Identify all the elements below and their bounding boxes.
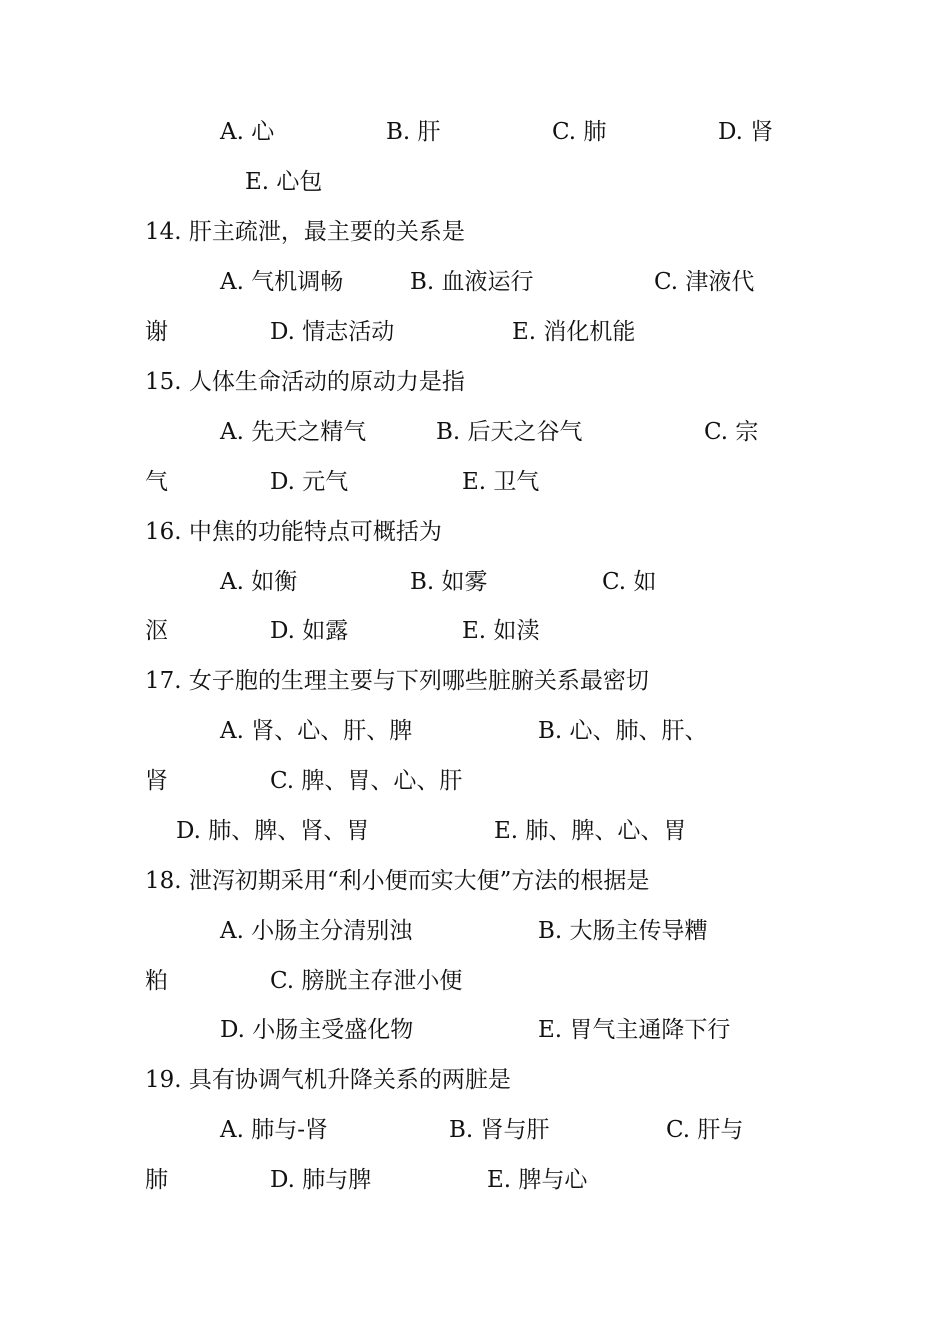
q18-option-d: D. 小肠主受盛化物 — [220, 1017, 414, 1043]
q14-stem: 14. 肝主疏泄，最主要的关系是 — [145, 219, 465, 245]
q14-option-b: B. 血液运行 — [410, 269, 534, 295]
q14-options-line-1 — [0, 262, 950, 302]
q13-options-line-1 — [0, 112, 950, 152]
q19-option-a: A. 肺与-肾 — [220, 1117, 329, 1143]
q18-options-line-3 — [0, 1010, 950, 1050]
q17-option-b-continued: 肾 — [145, 768, 168, 794]
q13-option-a: A. 心 — [220, 119, 275, 145]
q15-option-e: E. 卫气 — [462, 469, 540, 495]
q15-option-d: D. 元气 — [270, 469, 349, 495]
q14-option-a: A. 气机调畅 — [220, 269, 344, 295]
q16-option-d: D. 如露 — [270, 618, 349, 644]
q17-stem: 17. 女子胞的生理主要与下列哪些脏腑关系最密切 — [145, 668, 649, 694]
q18-option-e: E. 胃气主通降下行 — [538, 1017, 731, 1043]
q19-option-c: C. 肝与 — [666, 1117, 744, 1143]
q15-option-a: A. 先天之精气 — [220, 419, 367, 445]
q17-options-line-1 — [0, 711, 950, 751]
q16-option-e: E. 如渎 — [462, 618, 540, 644]
q15-stem: 15. 人体生命活动的原动力是指 — [145, 369, 465, 395]
q16-option-c-continued: 沤 — [145, 618, 168, 644]
q18-stem-line — [0, 861, 950, 901]
q18-option-b: B. 大肠主传导糟 — [538, 918, 708, 944]
q15-options-line-2 — [0, 462, 950, 502]
q19-option-e: E. 脾与心 — [487, 1167, 588, 1193]
q13-option-d: D. 肾 — [718, 119, 774, 145]
q14-options-line-2 — [0, 312, 950, 352]
q15-option-c: C. 宗 — [704, 419, 759, 445]
q18-options-line-2 — [0, 961, 950, 1001]
q17-options-line-3 — [0, 811, 950, 851]
q17-option-b: B. 心、肺、肝、 — [538, 718, 708, 744]
q19-options-line-1 — [0, 1110, 950, 1150]
q17-stem-line — [0, 661, 950, 701]
q13-option-c: C. 肺 — [552, 119, 607, 145]
q18-stem: 18. 泄泻初期采用“利小便而实大便”方法的根据是 — [145, 868, 650, 894]
q15-stem-line — [0, 362, 950, 402]
q17-options-line-2 — [0, 761, 950, 801]
q17-option-a: A. 肾、心、肝、脾 — [220, 718, 413, 744]
q19-option-c-continued: 肺 — [145, 1167, 168, 1193]
q18-option-a: A. 小肠主分清别浊 — [220, 918, 413, 944]
q19-option-b: B. 肾与肝 — [449, 1117, 550, 1143]
q15-options-line-1 — [0, 412, 950, 452]
q16-stem-line — [0, 512, 950, 552]
q19-stem: 19. 具有协调气机升降关系的两脏是 — [145, 1067, 511, 1093]
q17-option-e: E. 肺、脾、心、胃 — [494, 818, 687, 844]
q14-option-c: C. 津液代 — [654, 269, 755, 295]
q14-option-e: E. 消化机能 — [512, 319, 636, 345]
q16-option-a: A. 如衡 — [220, 569, 298, 595]
q16-option-b: B. 如雾 — [410, 569, 488, 595]
q18-option-b-continued: 粕 — [145, 968, 168, 994]
q17-option-d: D. 肺、脾、肾、胃 — [176, 818, 370, 844]
q19-options-line-2 — [0, 1160, 950, 1200]
q13-option-b: B. 肝 — [386, 119, 441, 145]
q16-options-line-2 — [0, 611, 950, 651]
q18-option-c: C. 膀胱主存泄小便 — [270, 968, 463, 994]
q14-stem-line — [0, 212, 950, 252]
q16-stem: 16. 中焦的功能特点可概括为 — [145, 519, 442, 545]
q15-option-b: B. 后天之谷气 — [436, 419, 583, 445]
q19-stem-line — [0, 1060, 950, 1100]
q13-options-line-2 — [0, 162, 950, 202]
q16-options-line-1 — [0, 562, 950, 602]
q13-option-e: E. 心包 — [245, 169, 323, 195]
q14-option-c-continued: 谢 — [145, 319, 168, 345]
q14-option-d: D. 情志活动 — [270, 319, 395, 345]
q19-option-d: D. 肺与脾 — [270, 1167, 372, 1193]
q17-option-c: C. 脾、胃、心、肝 — [270, 768, 463, 794]
q15-option-c-continued: 气 — [145, 469, 168, 495]
q16-option-c: C. 如 — [602, 569, 657, 595]
q18-options-line-1 — [0, 911, 950, 951]
